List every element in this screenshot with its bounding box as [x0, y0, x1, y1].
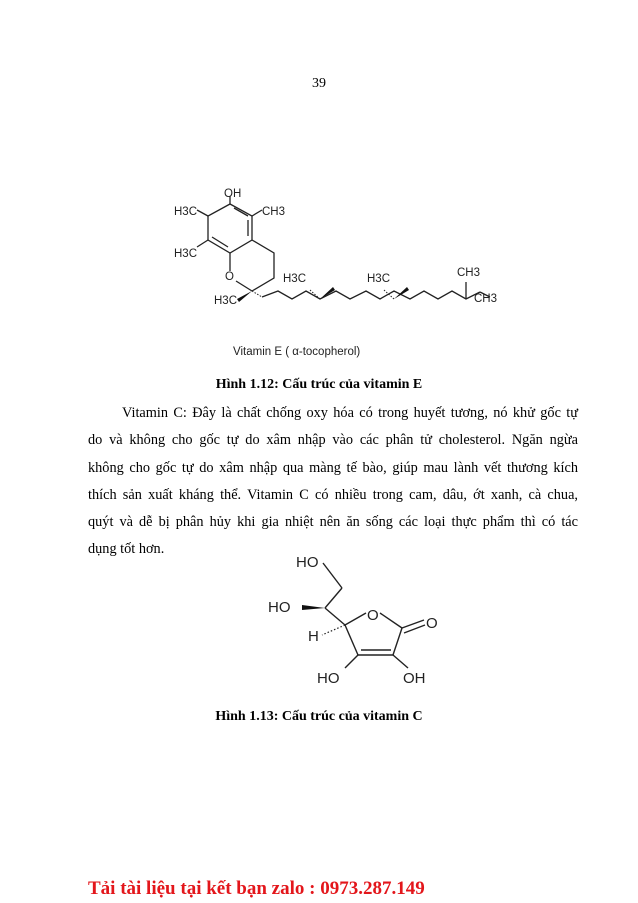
atom-label: CH3 — [262, 206, 286, 218]
atom-label: HO — [317, 670, 340, 687]
paragraph-line: quýt và dễ bị phân hủy khi gia nhiệt nên ăn sống các loại thực phẩm thì có tác — [88, 514, 578, 531]
paragraph-line: thích sản xuất kháng thể. Vitamin C có nhiều trong cam, dâu, ớt xanh, cà chua, — [88, 486, 578, 503]
atom-label: H3C — [174, 248, 198, 260]
page-number: 39 — [312, 76, 326, 91]
paragraph-line: do và không cho gốc tự do xâm nhập vào các phân tử cholesterol. Ngăn ngừa — [88, 432, 578, 449]
paragraph-line: Vitamin C: Đây là chất chống oxy hóa có trong huyết tương, nó khử gốc tự — [122, 405, 578, 421]
atom-label: H3C — [367, 273, 391, 285]
atom-label: H3C — [214, 295, 238, 307]
atom-label: H3C — [174, 206, 198, 218]
atom-label: CH3 — [457, 267, 481, 279]
atom-label: CH3 — [474, 293, 498, 305]
paragraph-line: dụng tốt hơn. — [88, 541, 165, 558]
atom-label: HO — [296, 554, 319, 571]
atom-label: OH — [403, 670, 426, 687]
figure-caption-vitamin-c: Hình 1.13: Cấu trúc của vitamin C — [215, 709, 423, 724]
vitamin-c-paragraph — [88, 400, 578, 564]
atom-label: H3C — [283, 273, 307, 285]
footer-zalo-link[interactable]: Tải tài liệu tại kết bạn zalo : 0973.287.149 — [88, 878, 425, 899]
atom-label: H — [308, 628, 319, 645]
paragraph-line: không cho gốc tự do xâm nhập qua màng tế bào, giúp mau lành vết thương kích — [88, 459, 578, 476]
figure-caption-vitamin-e: Hình 1.12: Cấu trúc của vitamin E — [215, 377, 423, 392]
atom-label: O — [225, 271, 234, 283]
vitamin-e-label: Vitamin E ( α-tocopherol) — [233, 346, 361, 358]
atom-label: OH — [224, 188, 242, 200]
atom-label: O — [426, 615, 438, 632]
atom-label: O — [367, 607, 379, 624]
atom-label: HO — [268, 599, 291, 616]
